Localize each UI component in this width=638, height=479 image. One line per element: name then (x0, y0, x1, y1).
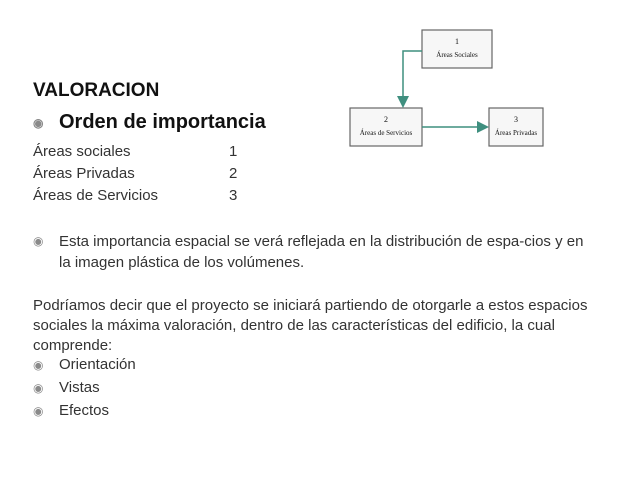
ranking-number: 3 (229, 187, 238, 204)
box2-label: Áreas de Servicios (359, 129, 413, 137)
list-item (33, 402, 109, 419)
box3-label: Áreas Privadas (494, 129, 538, 137)
list-item-label: Orientación (59, 356, 136, 373)
list-item-label: Vistas (59, 379, 100, 396)
box1-label: Áreas Sociales (436, 51, 478, 59)
slide-title: VALORACION (33, 80, 160, 101)
box1-number: 1 (455, 37, 459, 46)
ranking-row (33, 143, 238, 160)
ranking-number: 1 (229, 143, 238, 160)
list-item-label: Efectos (59, 402, 110, 419)
ranking-number: 2 (229, 165, 238, 182)
ranking-row (33, 187, 238, 204)
list-item (33, 379, 100, 396)
hierarchy-diagram (345, 25, 545, 155)
importance-text: Esta importancia espacial se verá reflejada en la distribución de espa-cios y en la imagen plástica de los volúmenes. (59, 233, 584, 271)
box2-number: 2 (384, 115, 388, 124)
box-areas-sociales (422, 30, 492, 68)
circled-dot-icon: ◉ (33, 357, 44, 372)
box-areas-servicios (350, 108, 422, 146)
circled-dot-icon: ◉ (33, 115, 44, 130)
subheading-row (33, 111, 266, 134)
circled-dot-icon: ◉ (33, 380, 44, 395)
ranking-area: Áreas Privadas (33, 165, 135, 182)
circled-dot-icon: ◉ (33, 403, 44, 418)
subheading: Orden de importancia (59, 111, 266, 133)
importance-paragraph (33, 231, 593, 273)
ranking-area: Áreas de Servicios (33, 187, 159, 204)
box-areas-privadas (489, 108, 543, 146)
arrow-1-to-2 (403, 51, 422, 105)
list-item (33, 356, 136, 373)
ranking-row (33, 165, 238, 182)
box3-number: 3 (514, 115, 518, 124)
project-paragraph: Podríamos decir que el proyecto se iniciará partiendo de otorgarle a estos espacios sociales la máxima valoración, dentro de las características del edificio, la cual comprende: (33, 297, 588, 354)
ranking-area: Áreas sociales (33, 143, 131, 160)
circled-dot-icon: ◉ (33, 234, 44, 248)
